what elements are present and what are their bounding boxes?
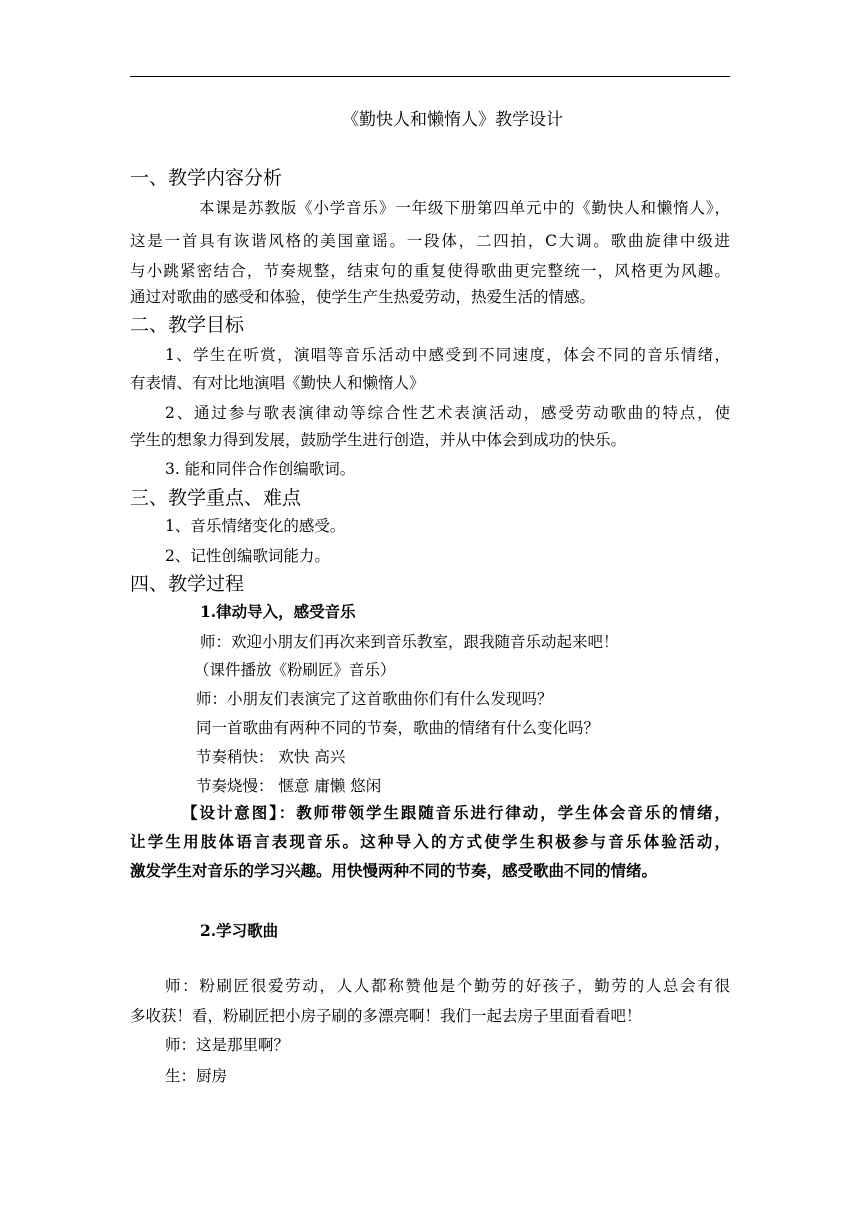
- section-heading-objectives: 二、教学目标: [130, 314, 245, 336]
- paragraph-line: 这是一首具有诙谐风格的美国童谣。一段体，二四拍，C大调。歌曲旋律中级进: [130, 232, 730, 250]
- dialogue-line: （课件播放《粉刷匠》音乐）: [194, 661, 396, 679]
- dialogue-line: 多收获！看，粉刷匠把小房子刷的多漂亮啊！我们一起去房子里面看看吧！: [130, 1007, 642, 1025]
- dialogue-line: 师：粉刷匠很爱劳动，人人都称赞他是个勤劳的好孩子，勤劳的人总会有很: [165, 977, 730, 995]
- dialogue-line: 生：厨房: [165, 1067, 228, 1085]
- design-intent-line: 让学生用肢体语言表现音乐。这种导入的方式使学生积极参与音乐体验活动，: [130, 832, 730, 851]
- design-intent-line: 【设计意图】：教师带领学生跟随音乐进行律动，学生体会音乐的情绪，: [182, 803, 730, 822]
- subheading-learn-song: 2.学习歌曲: [200, 921, 279, 940]
- document-title: 《勤快人和懒惰人》教学设计: [342, 110, 563, 130]
- design-intent-line: 激发学生对音乐的学习兴趣。用快慢两种不同的节奏，感受歌曲不同的情绪。: [130, 861, 658, 880]
- key-point-line: 2、记性创编歌词能力。: [165, 547, 330, 565]
- objective-line: 3. 能和同伴合作创编歌词。: [165, 460, 356, 478]
- header-rule: [130, 76, 730, 77]
- dialogue-line: 师：这是那里啊？: [165, 1036, 290, 1054]
- dialogue-line: 师：小朋友们表演完了这首歌曲你们有什么发现吗？: [196, 690, 553, 708]
- objective-line: 1、学生在听赏，演唱等音乐活动中感受到不同速度，体会不同的音乐情绪，: [165, 346, 730, 364]
- section-heading-process: 四、教学过程: [130, 573, 245, 595]
- tempo-slow-line: 节奏烧慢： 惬意 庸懒 悠闲: [196, 777, 382, 795]
- key-point-line: 1、音乐情绪变化的感受。: [165, 517, 346, 535]
- section-heading-key-points: 三、教学重点、难点: [130, 487, 302, 509]
- paragraph-line: 本课是苏教版《小学音乐》一年级下册第四单元中的《勤快人和懒惰人》，: [199, 199, 730, 217]
- dialogue-line: 同一首歌曲有两种不同的节奏，歌曲的情绪有什么变化吗？: [196, 719, 600, 737]
- section-heading-content-analysis: 一、教学内容分析: [130, 167, 283, 189]
- objective-line: 2、通过参与歌表演律动等综合性艺术表演活动，感受劳动歌曲的特点，使: [165, 404, 730, 422]
- paragraph-line: 通过对歌曲的感受和体验，使学生产生热爱劳动，热爱生活的情感。: [130, 288, 596, 306]
- tempo-fast-line: 节奏稍快： 欢快 高兴: [196, 748, 346, 766]
- objective-line: 有表情、有对比地演唱《勤快人和懒惰人》: [130, 374, 425, 392]
- objective-line: 学生的想象力得到发展，鼓励学生进行创造，并从中体会到成功的快乐。: [130, 431, 627, 449]
- paragraph-line: 与小跳紧密结合，节奏规整，结束句的重复使得歌曲更完整统一，风格更为风趣。: [130, 262, 730, 280]
- dialogue-line: 师：欢迎小朋友们再次来到音乐教室，跟我随音乐动起来吧！: [200, 633, 619, 651]
- subheading-warmup: 1.律动导入，感受音乐: [200, 602, 356, 621]
